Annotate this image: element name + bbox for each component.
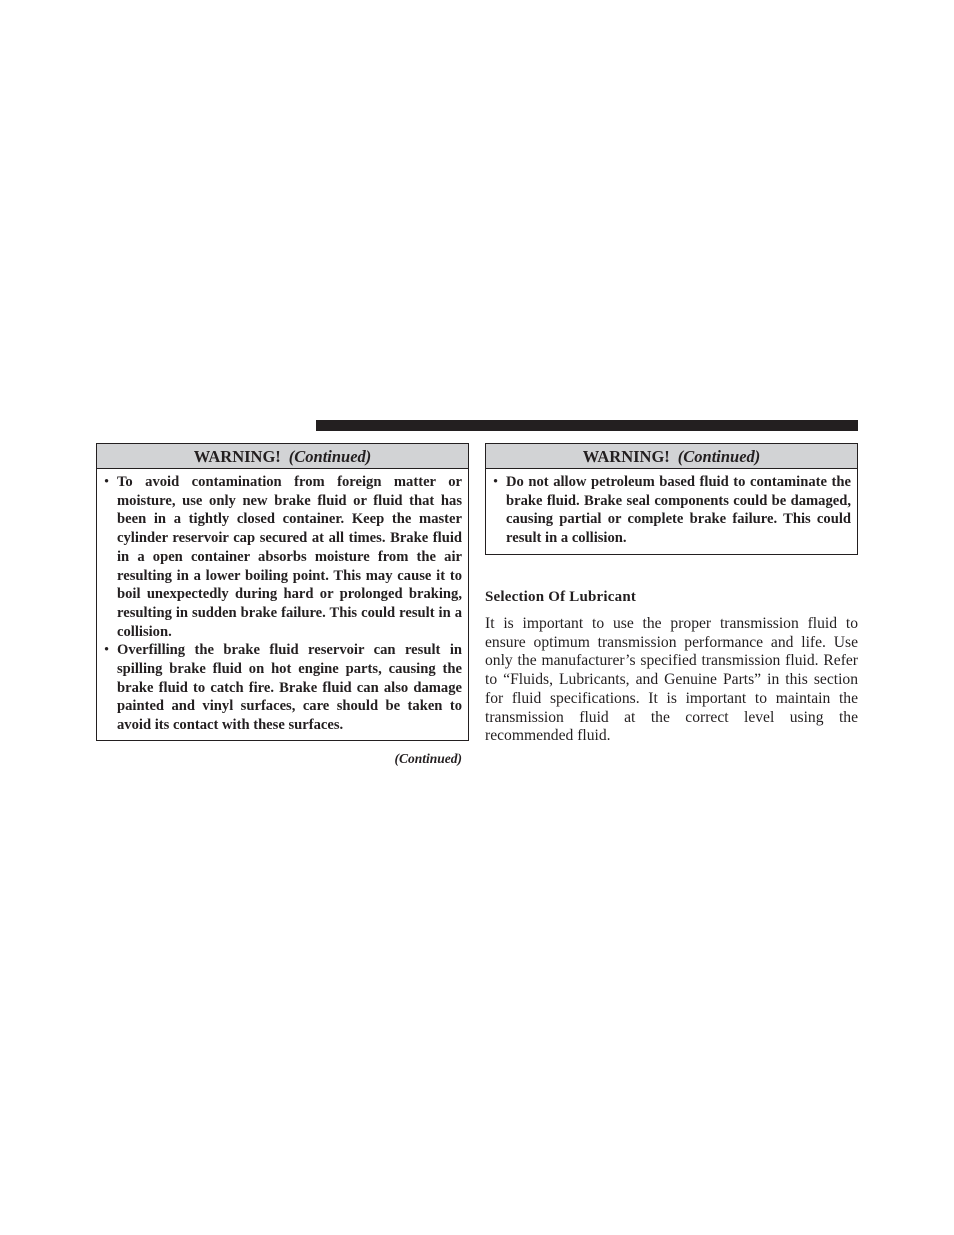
section-heading: Selection Of Lubricant [485,589,637,605]
warning-title: WARNING! [193,447,281,466]
warning-item: • Overfilling the brake fluid reservoir can result in spilling brake fluid on hot engine parts, causing the brake fluid to catch fire. Brake fluid can also damage painted and vinyl surfaces, care should be taken to avoid its contact with these surfaces. [117,641,462,735]
warning-header [97,444,468,469]
warning-item: • To avoid contamination from foreign matter or moisture, use only new brake fluid or fluid that has been in a tightly closed container. Keep the master cylinder reservoir cap secured at all times. Brake fluid in a open container absorbs moisture from the air resulting in a lower boiling point. This may cause it to boil unexpectedly during hard or prolonged braking, resulting in sudden brake failure. This could result in a collision. [117,473,462,641]
warning-title: WARNING! [582,447,670,466]
continued-note: (Continued) [394,751,462,766]
warning-continued-label: (Continued) [288,447,372,466]
warning-box-right [485,443,858,555]
warning-item: • Do not allow petroleum based fluid to contaminate the brake fluid. Brake seal components could be damaged, causing partial or complete brake failure. This could result in a collision. [506,473,851,548]
warning-box-left [96,443,469,741]
warning-list [486,469,857,548]
warning-continued-label: (Continued) [677,447,761,466]
warning-list [97,469,468,735]
section-header-bar [316,420,858,431]
warning-header [486,444,857,469]
body-paragraph: It is important to use the proper transmission fluid to ensure optimum transmission performance and life. Use only the manufacturer’s specified transmission fluid. Refer to “Fluids, Lubricants, and Genuine Parts” in this section for fluid specifications. It is important to maintain the transmission fluid at the correct level using the recommended fluid. [485,615,858,745]
